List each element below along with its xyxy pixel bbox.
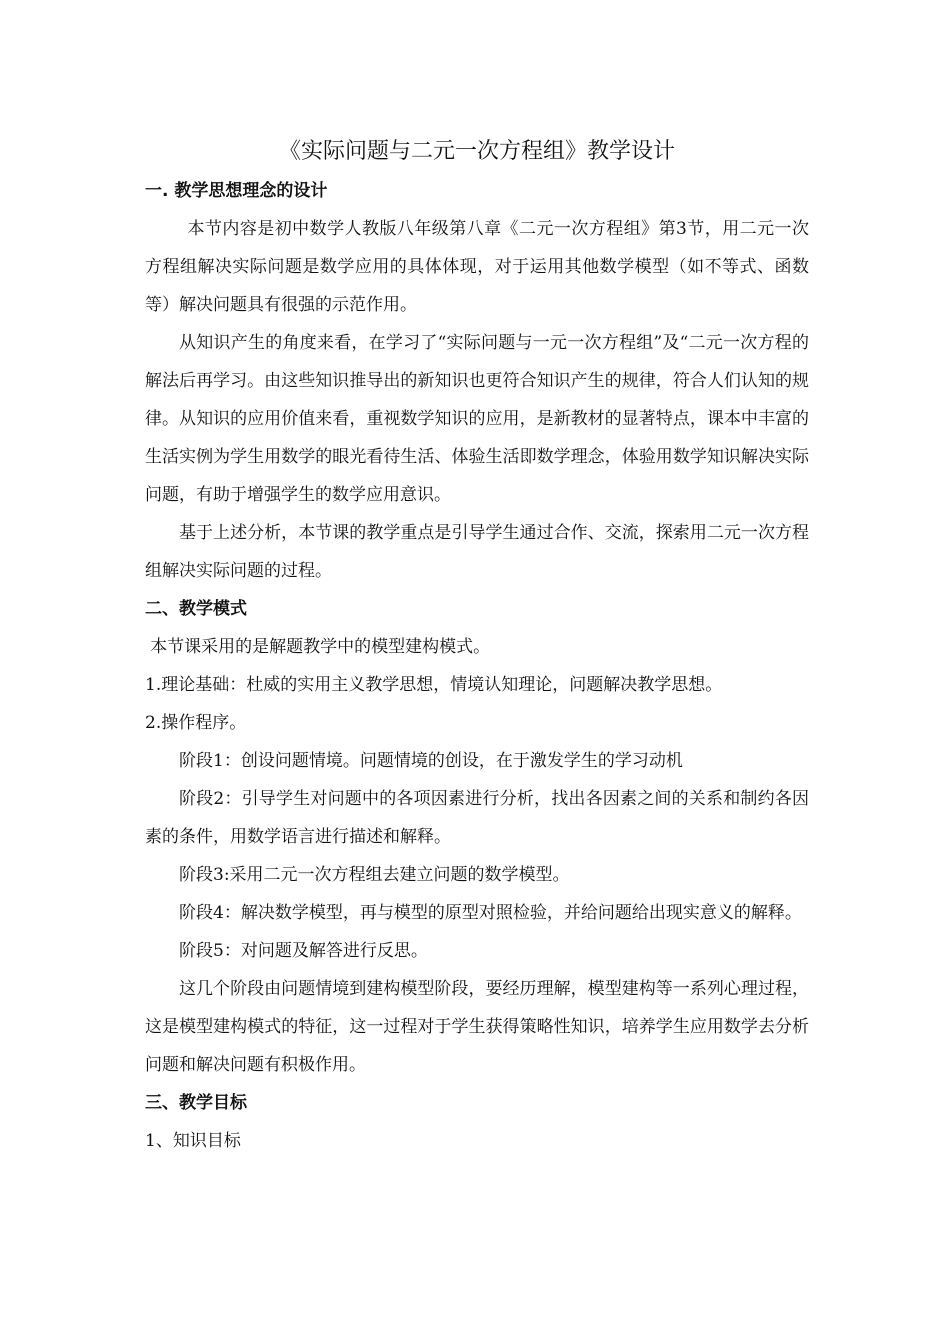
paragraph-key-point: 基于上述分析，本节课的教学重点是引导学生通过合作、交流，探索用二元一次方程组解决实际问题的过程。 bbox=[145, 523, 809, 581]
stage-3: 阶段3:采用二元一次方程组去建立问题的数学模型。 bbox=[179, 865, 570, 885]
section-heading-teaching-mode: 二、教学模式 bbox=[145, 599, 247, 619]
paragraph-knowledge-origin: 从知识产生的角度来看，在学习了“实际问题与一元一次方程组”及“二元一次方程的解法后再学习。由这些知识推导出的新知识也更符合知识产生的规律，符合人们认知的规律。从知识的应用价值来看，重视数学知识的应用，是新教材的显著特点，课本中丰富的生活实例为学生用数学的眼光看待生活、体验生活即数学理念，体验用数学知识解决实际问题，有助于增强学生的数学应用意识。 bbox=[145, 333, 809, 505]
stage-2: 阶段2：引导学生对问题中的各项因素进行分析，找出各因素之间的关系和制约各因素的条件，用数学语言进行描述和解释。 bbox=[145, 789, 809, 847]
section-heading-teaching-philosophy: 一. 教学思想理念的设计 bbox=[145, 181, 328, 201]
list-item-theory-basis: 1.理论基础：杜威的实用主义教学思想，情境认知理论，问题解决教学思想。 bbox=[145, 675, 723, 695]
list-item-procedure: 2.操作程序。 bbox=[145, 713, 247, 733]
list-item-knowledge-goal: 1、知识目标 bbox=[145, 1131, 241, 1151]
document-page bbox=[145, 132, 809, 1160]
section-heading-teaching-goals: 三、教学目标 bbox=[145, 1093, 247, 1113]
stage-4: 阶段4：解决数学模型，再与模型的原型对照检验，并给问题给出现实意义的解释。 bbox=[179, 903, 802, 923]
paragraph-mode-summary: 这几个阶段由问题情境到建构模型阶段，要经历理解，模型建构等一系列心理过程，这是模型建构模式的特征，这一过程对于学生获得策略性知识，培养学生应用数学去分析问题和解决问题有积极作用。 bbox=[145, 979, 809, 1075]
stage-5: 阶段5：对问题及解答进行反思。 bbox=[179, 941, 428, 961]
paragraph-content-intro: 本节内容是初中数学人教版八年级第八章《二元一次方程组》第3节，用二元一次方程组解决实际问题是数学应用的具体体现，对于运用其他数学模型（如不等式、函数等）解决问题具有很强的示范作用。 bbox=[145, 219, 809, 315]
document-title: 《实际问题与二元一次方程组》教学设计 bbox=[278, 139, 675, 164]
teaching-mode-intro: 本节课采用的是解题教学中的模型建构模式。 bbox=[150, 637, 491, 657]
stage-1: 阶段1：创设问题情境。问题情境的创设，在于激发学生的学习动机 bbox=[179, 751, 683, 771]
